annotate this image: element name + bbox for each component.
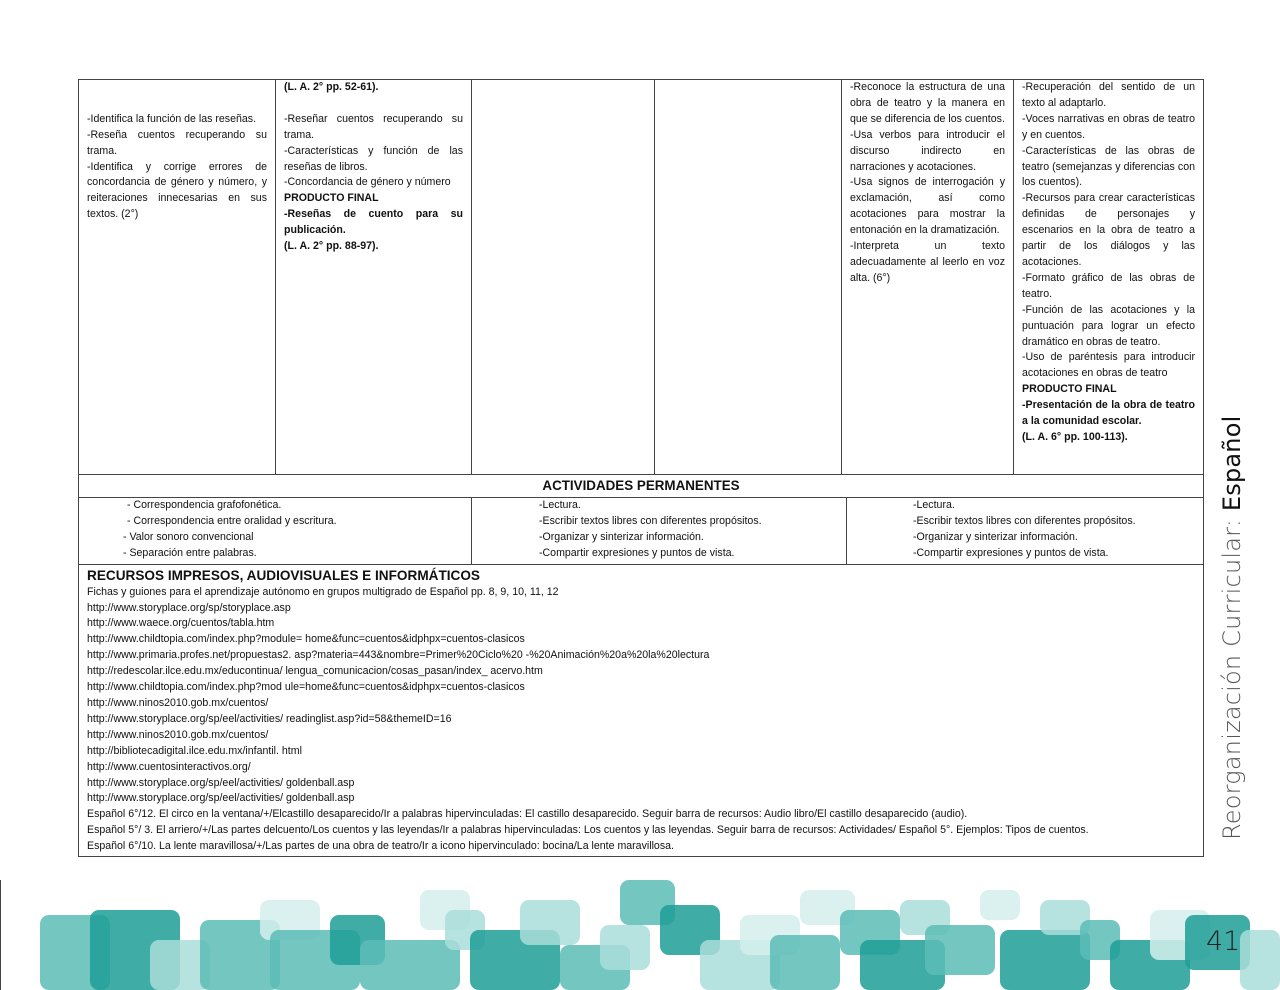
empty-cell-3 <box>472 80 655 475</box>
resource-line: http://www.storyplace.org/sp/storyplace.asp <box>87 601 291 614</box>
resource-line: http://www.ninos2010.gob.mx/cuentos/ <box>87 696 269 709</box>
footer-decoration <box>0 870 1280 990</box>
permanent-activities-col1 <box>79 498 472 564</box>
cell-line <box>87 80 267 96</box>
cell-line: -Reseñas de cuento para su publicación. <box>284 208 463 237</box>
cell-line: -Identifica y corrige errores de concordancia de género y número, y reiteraciones innecesarias en sus textos. (2°) <box>87 160 267 221</box>
cell-line: -Usa signos de interrogación y exclamación, así como acotaciones para mostrar la entonación en la dramatización. <box>850 176 1005 237</box>
cell-line: -Lectura. <box>539 499 581 511</box>
resource-line: http://www.storyplace.org/sp/eel/activities/ readinglist.asp?id=58&themeID=16 <box>87 712 452 725</box>
cell-line: -Características de las obras de teatro (semejanzas y diferencias con los cuentos). <box>1022 144 1195 189</box>
cell-line: -Identifica la función de las reseñas. <box>87 112 257 125</box>
resource-line: http://www.primaria.profes.net/propuestas2. asp?materia=443&nombre=Primer%20Ciclo%20 -%20Animación%20a%20la%20lectura <box>87 649 710 662</box>
cell-line: PRODUCTO FINAL <box>1022 383 1117 396</box>
permanent-activities-cell <box>79 498 1204 565</box>
cell-line: - Correspondencia entre oralidad y escritura. <box>127 514 337 527</box>
cell-line: - Correspondencia grafofonética. <box>127 499 282 511</box>
cell-line: -Recuperación del sentido de un texto al adaptarlo. <box>1022 81 1195 109</box>
resource-line: http://bibliotecadigital.ilce.edu.mx/infantil. html <box>87 744 302 757</box>
resource-line: http://www.childtopia.com/index.php?module= home&func=cuentos&idphpx=cuentos-clasicos <box>87 633 525 646</box>
cell-line: -Uso de paréntesis para introducir acotaciones en obras de teatro <box>1022 351 1195 380</box>
cell-line: -Voces narrativas en obras de teatro y en cuentos. <box>1022 112 1195 141</box>
cell-line: -Compartir expresiones y puntos de vista. <box>913 546 1109 559</box>
curriculum-table <box>78 79 1204 857</box>
side-label-subject: Español <box>1218 415 1246 512</box>
decorative-tile <box>1240 930 1280 990</box>
cell-line: -Organizar y sinterizar información. <box>539 530 704 543</box>
resource-line: Español 6°/12. El circo en la ventana/+/Elcastillo desaparecido/Ir a palabras hipervinculadas: El castillo desaparecido. Seguir barra de recursos: Audio libro/El castillo desaparecido (audio). <box>87 808 968 821</box>
resources-list <box>87 585 1195 855</box>
resources-cell <box>79 564 1204 856</box>
learning-outcomes-grade2-cell <box>79 80 276 475</box>
cell-line: -Características y función de las reseñas de libros. <box>284 144 463 173</box>
cell-line: -Presentación de la obra de teatro a la comunidad escolar. <box>1022 399 1195 428</box>
footer-left-rule <box>0 880 1 990</box>
resource-line: http://www.cuentosinteractivos.org/ <box>87 760 251 773</box>
resource-line: http://www.childtopia.com/index.php?mod ule=home&func=cuentos&idphpx=cuentos-clasicos <box>87 681 525 694</box>
cell-line: -Reseña cuentos recuperando su trama. <box>87 128 267 157</box>
decorative-tile <box>770 935 840 990</box>
decorative-tile <box>925 925 995 975</box>
resources-title: RECURSOS IMPRESOS, AUDIOVISUALES E INFORMÁTICOS <box>87 567 480 583</box>
cell-line: -Compartir expresiones y puntos de vista. <box>539 546 735 559</box>
decorative-tile <box>520 900 580 945</box>
decorative-tile <box>360 940 460 990</box>
cell-line: -Función de las acotaciones y la puntuación para lograr un efecto dramático en obras de teatro. <box>1022 303 1195 348</box>
cell-line: -Usa verbos para introducir el discurso indirecto en narraciones y acotaciones. <box>850 128 1005 173</box>
cell-line <box>284 96 463 112</box>
resource-line: Fichas y guiones para el aprendizaje autónomo en grupos multigrado de Español pp. 8, 9, 10, 11, 12 <box>87 585 559 598</box>
resource-line: http://redescolar.ilce.edu.mx/educontinua/ lengua_comunicacion/cosas_pasan/index_ acervo.htm <box>87 665 543 678</box>
contents-grade6-cell <box>1014 80 1204 475</box>
permanent-activities-col3 <box>847 498 1203 564</box>
cell-line: -Interpreta un texto adecuadamente al leerlo en voz alta. (6°) <box>850 240 1005 284</box>
cell-line: - Valor sonoro convencional <box>123 530 254 543</box>
cell-line: (L. A. 2° pp. 52-61). <box>284 81 379 93</box>
cell-line: -Escribir textos libres con diferentes propósitos. <box>913 514 1136 527</box>
side-label-prefix: Reorganización Curricular: <box>1218 511 1246 840</box>
cell-line: -Reseñar cuentos recuperando su trama. <box>284 112 463 141</box>
permanent-activities-title: ACTIVIDADES PERMANENTES <box>79 475 1204 498</box>
permanent-activities-col2 <box>472 498 847 564</box>
resource-line: http://www.storyplace.org/sp/eel/activities/ goldenball.asp <box>87 776 355 789</box>
cell-line: -Formato gráfico de las obras de teatro. <box>1022 271 1195 300</box>
cell-line: -Recursos para crear características definidas de personajes y escenarios en la obra de teatro a partir de los diálogos y las acotaciones. <box>1022 192 1195 268</box>
page-number: 41 <box>1206 926 1241 957</box>
content-row <box>79 80 1204 475</box>
cell-line: -Organizar y sinterizar información. <box>913 530 1078 543</box>
cell-line <box>87 96 267 112</box>
cell-line: PRODUCTO FINAL <box>284 192 379 205</box>
decorative-tile <box>1000 930 1090 990</box>
cell-line: (L. A. 2° pp. 88-97). <box>284 240 379 253</box>
cell-line: -Lectura. <box>913 499 955 511</box>
resource-line: http://www.waece.org/cuentos/tabla.htm <box>87 617 275 630</box>
resource-line: Español 5°/ 3. El arriero/+/Las partes delcuento/Los cuentos y las leyendas/Ir a palabras hipervinculadas: Los cuentos y las leyendas. Seguir barra de recursos: Actividades/ Español 5°. Ejemplos: Tipos de cuentos. <box>87 824 1089 837</box>
resource-line: http://www.storyplace.org/sp/eel/activities/ goldenball.asp <box>87 792 355 805</box>
resource-line: Español 6°/10. La lente maravillosa/+/Las partes de una obra de teatro/Ir a icono hipervinculado: bocina/La lente maravillosa. <box>87 840 674 853</box>
decorative-tile <box>600 925 650 970</box>
side-running-title <box>1212 415 1252 840</box>
cell-line: -Escribir textos libres con diferentes propósitos. <box>539 514 762 527</box>
cell-line: -Concordancia de género y número <box>284 176 451 189</box>
empty-cell-4 <box>655 80 842 475</box>
learning-outcomes-grade6-cell <box>842 80 1014 475</box>
resource-line: http://www.ninos2010.gob.mx/cuentos/ <box>87 728 269 741</box>
cell-line: -Reconoce la estructura de una obra de teatro y la manera en que se diferencia de los cuentos. <box>850 81 1005 125</box>
contents-grade2-cell <box>276 80 472 475</box>
decorative-tile <box>980 890 1020 920</box>
cell-line: (L. A. 6° pp. 100-113). <box>1022 430 1128 443</box>
cell-line: - Separación entre palabras. <box>123 546 257 559</box>
